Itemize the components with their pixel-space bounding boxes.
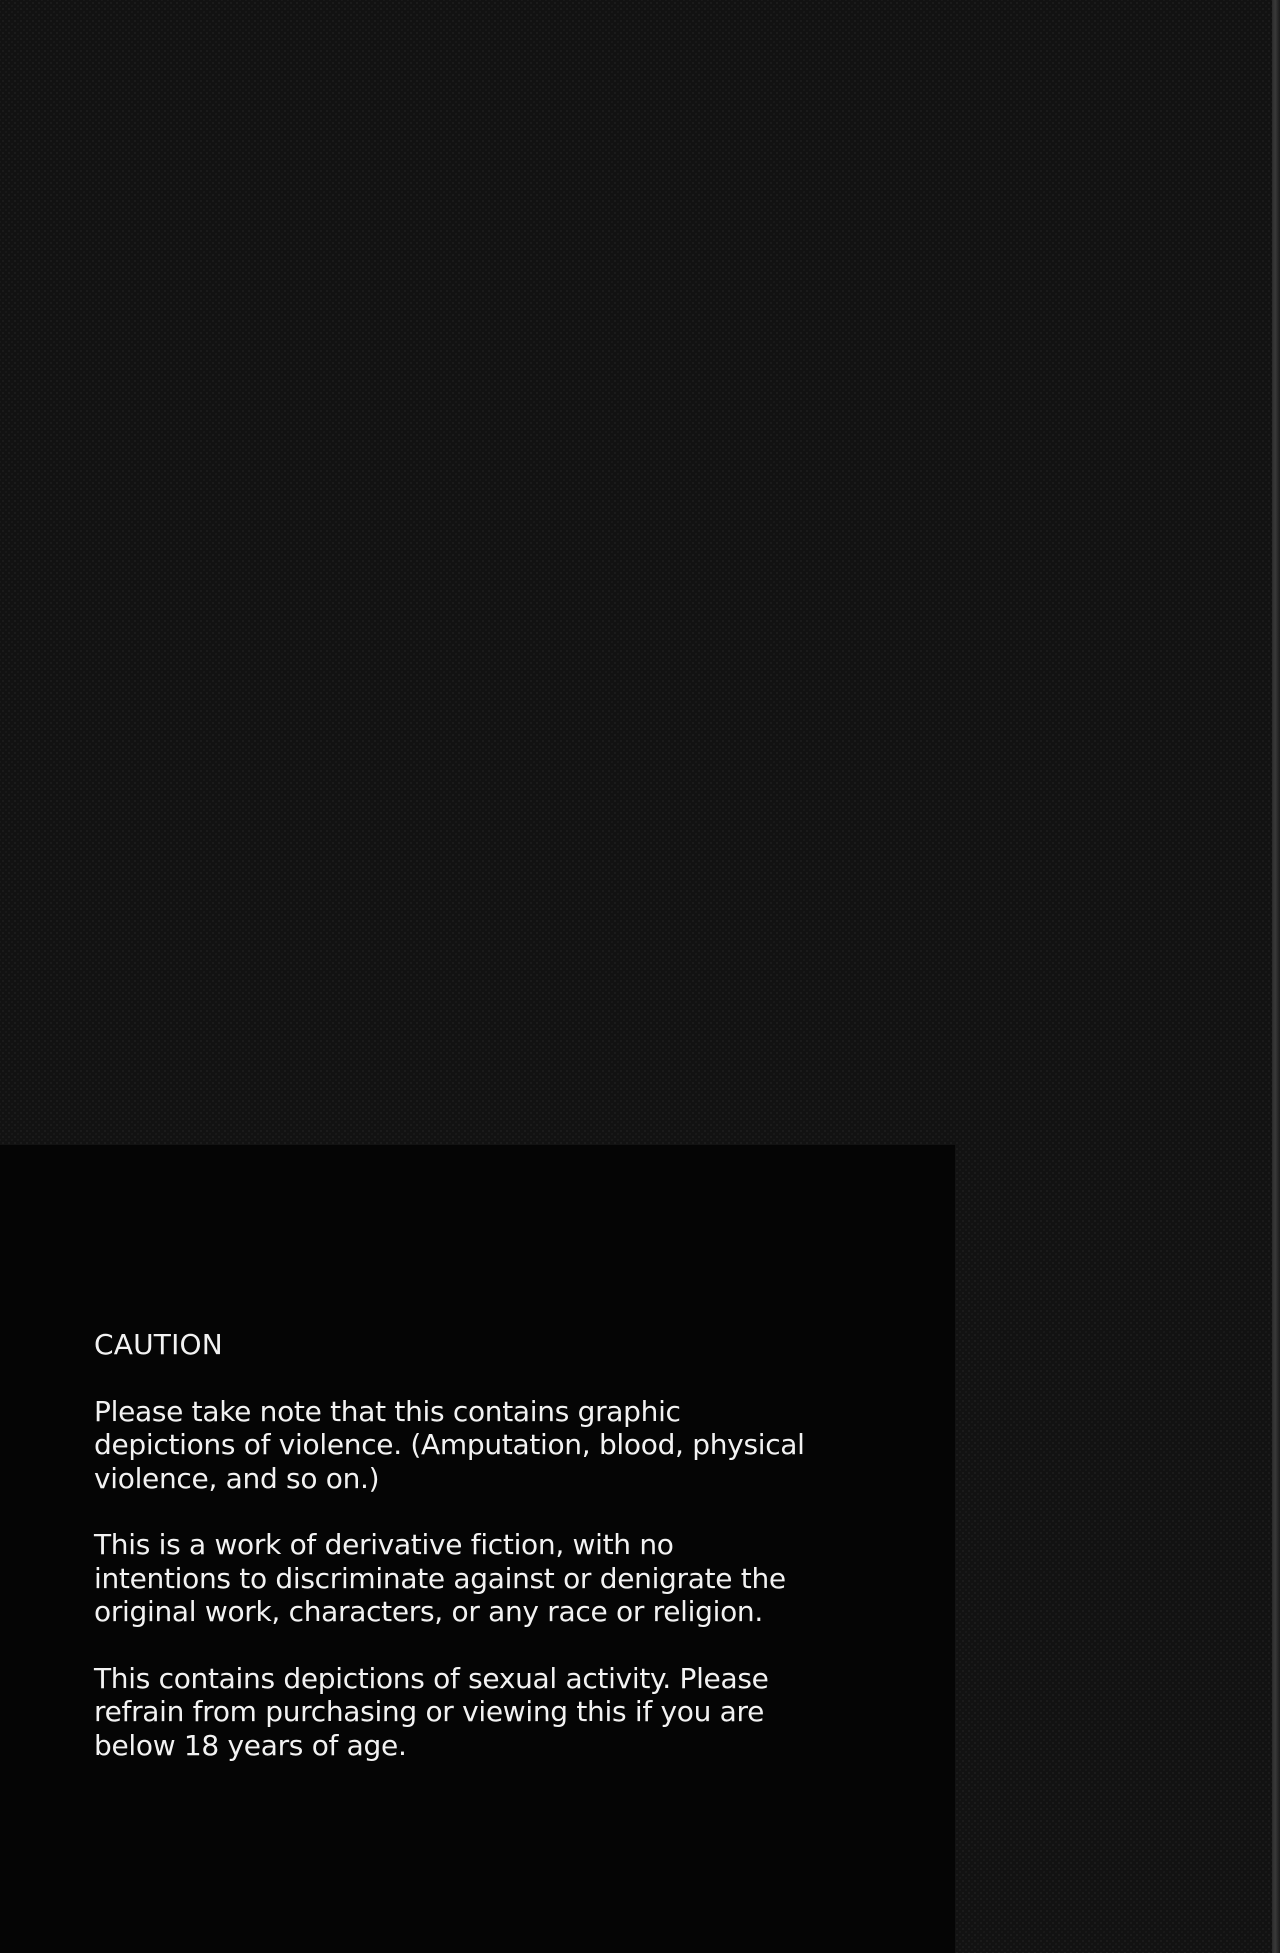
caution-paragraph-fiction: This is a work of derivative fiction, with no intentions to discriminate against or denigrate the original work, characters, or any race or religion. <box>94 1528 786 1628</box>
caution-title: CAUTION <box>94 1328 223 1361</box>
caution-notice <box>94 1328 814 1762</box>
caution-paragraph-age: This contains depictions of sexual activity. Please refrain from purchasing or viewing this if you are below 18 years of age. <box>94 1661 769 1762</box>
caution-paragraph-violence: Please take note that this contains graphic depictions of violence. (Amputation, blood, physical violence, and so on.) <box>94 1394 805 1495</box>
page-edge <box>1272 0 1280 1953</box>
